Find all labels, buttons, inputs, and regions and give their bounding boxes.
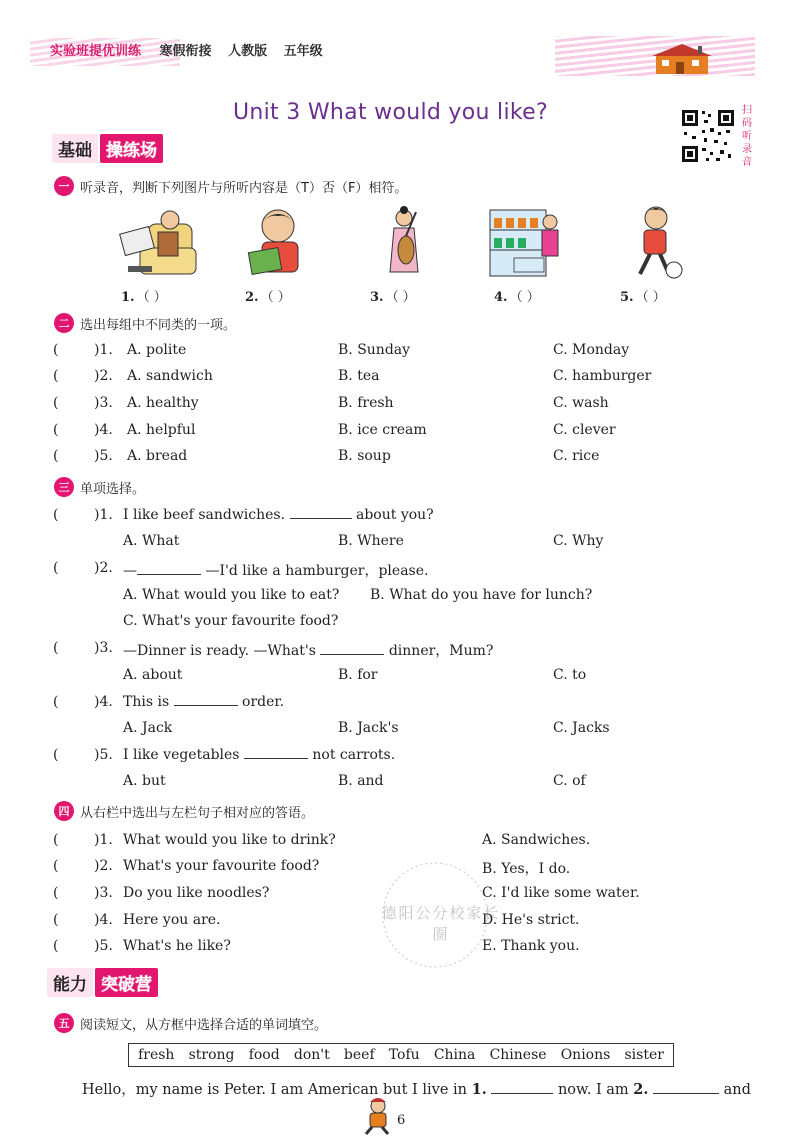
header-edition: 人教版: [228, 44, 268, 59]
option-b: B. Where: [338, 533, 404, 549]
word-option: Tofu: [388, 1047, 420, 1063]
tab-basic-practice: 基础 操练场: [52, 135, 163, 161]
picture-item-5: 5. （ ）: [620, 290, 666, 305]
answer-blank[interactable]: (: [53, 448, 59, 464]
fill-blank[interactable]: [174, 705, 238, 706]
header-subtitle: 寒假衔接: [159, 44, 212, 59]
answer-blank[interactable]: （ ）: [385, 290, 416, 305]
answer-blank[interactable]: (: [53, 368, 59, 384]
question-text: I like beef sandwiches. about you?: [123, 507, 434, 523]
section1-heading: [54, 176, 407, 196]
option-c: C. Monday: [553, 342, 630, 358]
match-left: What would you like to drink?: [123, 832, 336, 848]
qr-code-icon[interactable]: [680, 108, 736, 164]
brand-name: 实验班提优训练: [50, 44, 142, 59]
fill-blank[interactable]: [320, 654, 384, 655]
grandpa-reading-newspaper-icon: [118, 204, 200, 278]
option-b: B. Sunday: [338, 342, 411, 358]
word-option: strong: [188, 1047, 235, 1063]
option-a: A. about: [123, 667, 183, 683]
picture-item-1: 1. （ ）: [121, 290, 167, 305]
question-text: This is order.: [123, 694, 285, 710]
option-c: C. Why: [553, 533, 604, 549]
answer-blank[interactable]: (: [53, 858, 59, 874]
option-c: C. wash: [553, 395, 609, 411]
answer-blank[interactable]: (: [53, 832, 59, 848]
section-instruction: 单项选择。: [80, 481, 146, 497]
unit-title: Unit 3 What would you like?: [233, 100, 548, 125]
boy-playing-football-icon: [624, 204, 686, 282]
section5-heading: [54, 1013, 327, 1033]
option-b: B. soup: [338, 448, 391, 464]
section-badge: 四: [54, 801, 74, 821]
answer-blank[interactable]: (: [53, 342, 59, 358]
answer-blank[interactable]: (: [53, 694, 59, 710]
question-text: —Dinner is ready. —What's dinner，Mum?: [123, 643, 494, 659]
match-left: What's your favourite food?: [123, 858, 320, 874]
option-a: A. What: [123, 533, 180, 549]
option-b: B. for: [338, 667, 378, 683]
option-b: B. tea: [338, 368, 380, 384]
header-grade: 五年级: [283, 44, 323, 59]
question-text: I like vegetables not carrots.: [123, 747, 396, 763]
section3-heading: [54, 477, 145, 497]
word-option: sister: [624, 1047, 664, 1063]
match-right: D. He's strict.: [482, 912, 580, 928]
option-a: A. bread: [127, 448, 188, 464]
option-b: B. and: [338, 773, 384, 789]
tab-ability-breakthrough: 能力 突破营: [47, 969, 158, 995]
match-right: E. Thank you.: [482, 938, 580, 954]
question-text: — —I'd like a hamburger，please.: [123, 563, 429, 579]
watermark-text: 德阳公分校家长圈: [381, 904, 501, 943]
answer-blank[interactable]: (: [53, 640, 59, 656]
answer-blank[interactable]: (: [53, 560, 59, 576]
section-instruction: 听录音，判断下列图片与所听内容是（T）否（F）相符。: [80, 180, 408, 196]
option-a: A. sandwich: [127, 368, 213, 384]
fill-blank[interactable]: [137, 574, 201, 575]
fill-blank[interactable]: [491, 1093, 553, 1094]
word-option: China: [433, 1047, 476, 1063]
picture-item-4: 4. （ ）: [494, 290, 540, 305]
picture-item-3: 3. （ ）: [370, 290, 416, 305]
option-a: A. but: [123, 773, 166, 789]
option-a: A. Jack: [123, 720, 173, 736]
answer-blank[interactable]: (: [53, 422, 59, 438]
section-instruction: 阅读短文，从方框中选择合适的单词填空。: [80, 1017, 328, 1033]
match-left: Here you are.: [123, 912, 221, 928]
section-badge: 五: [54, 1013, 74, 1033]
answer-blank[interactable]: （ ）: [136, 290, 167, 305]
answer-blank[interactable]: (: [53, 395, 59, 411]
section-badge: 二: [54, 313, 74, 333]
answer-blank[interactable]: (: [53, 912, 59, 928]
match-left: What's he like?: [123, 938, 231, 954]
option-a: A. healthy: [127, 395, 199, 411]
match-right: B. Yes，I do.: [482, 861, 571, 877]
section-instruction: 选出每组中不同类的一项。: [80, 317, 237, 333]
mascot-icon: [360, 1096, 394, 1136]
word-option: fresh: [138, 1047, 175, 1063]
option-b: B. Jack's: [338, 720, 399, 736]
option-c: C. rice: [553, 448, 600, 464]
section-instruction: 从右栏中选出与左栏句子相对应的答语。: [80, 805, 315, 821]
word-option: Onions: [560, 1047, 611, 1063]
answer-blank[interactable]: (: [53, 938, 59, 954]
option-c: C. of: [553, 773, 586, 789]
option-c: C. clever: [553, 422, 616, 438]
option-a: A. helpful: [127, 422, 196, 438]
answer-blank[interactable]: （ ）: [635, 290, 666, 305]
match-left: Do you like noodles?: [123, 885, 270, 901]
match-right: C. I'd like some water.: [482, 885, 640, 901]
option-c: C. What's your favourite food?: [123, 613, 339, 629]
supermarket-shopping-icon: [488, 206, 568, 280]
picture-item-2: 2. （ ）: [245, 290, 291, 305]
answer-blank[interactable]: (: [53, 747, 59, 763]
word-box: [128, 1043, 674, 1067]
boy-reading-book-icon: [246, 206, 308, 278]
word-option: food: [248, 1047, 280, 1063]
section-badge: 一: [54, 176, 74, 196]
option-c: C. Jacks: [553, 720, 610, 736]
answer-blank[interactable]: （ ）: [509, 290, 540, 305]
fill-blank[interactable]: [244, 758, 308, 759]
answer-blank[interactable]: (: [53, 885, 59, 901]
option-c: C. to: [553, 667, 587, 683]
option-c: C. hamburger: [553, 368, 652, 384]
word-option: beef: [343, 1047, 375, 1063]
section2-heading: [54, 313, 236, 333]
option-b: B. fresh: [338, 395, 394, 411]
house-icon: [646, 42, 718, 76]
option-b: B. ice cream: [338, 422, 427, 438]
page-number: 6: [397, 1113, 406, 1128]
option-b: B. What do you have for lunch?: [370, 587, 593, 603]
girl-playing-pipa-icon: [384, 206, 426, 282]
passage-line: Hello，my name is Peter. I am American but I live in 1. now. I am 2. and: [82, 1081, 751, 1098]
fill-blank[interactable]: [653, 1093, 719, 1094]
qr-label: 扫 码 听 录 音: [742, 105, 752, 168]
match-right: A. Sandwiches.: [482, 832, 591, 848]
section-badge: 三: [54, 477, 74, 497]
word-option: don't: [293, 1047, 330, 1063]
header-series: [50, 40, 323, 59]
section4-heading: [54, 801, 314, 821]
option-a: A. What would you like to eat?: [123, 587, 340, 603]
option-a: A. polite: [127, 342, 187, 358]
fill-blank[interactable]: [290, 518, 352, 519]
answer-blank[interactable]: (: [53, 507, 59, 523]
word-option: Chinese: [489, 1047, 547, 1063]
answer-blank[interactable]: （ ）: [260, 290, 291, 305]
